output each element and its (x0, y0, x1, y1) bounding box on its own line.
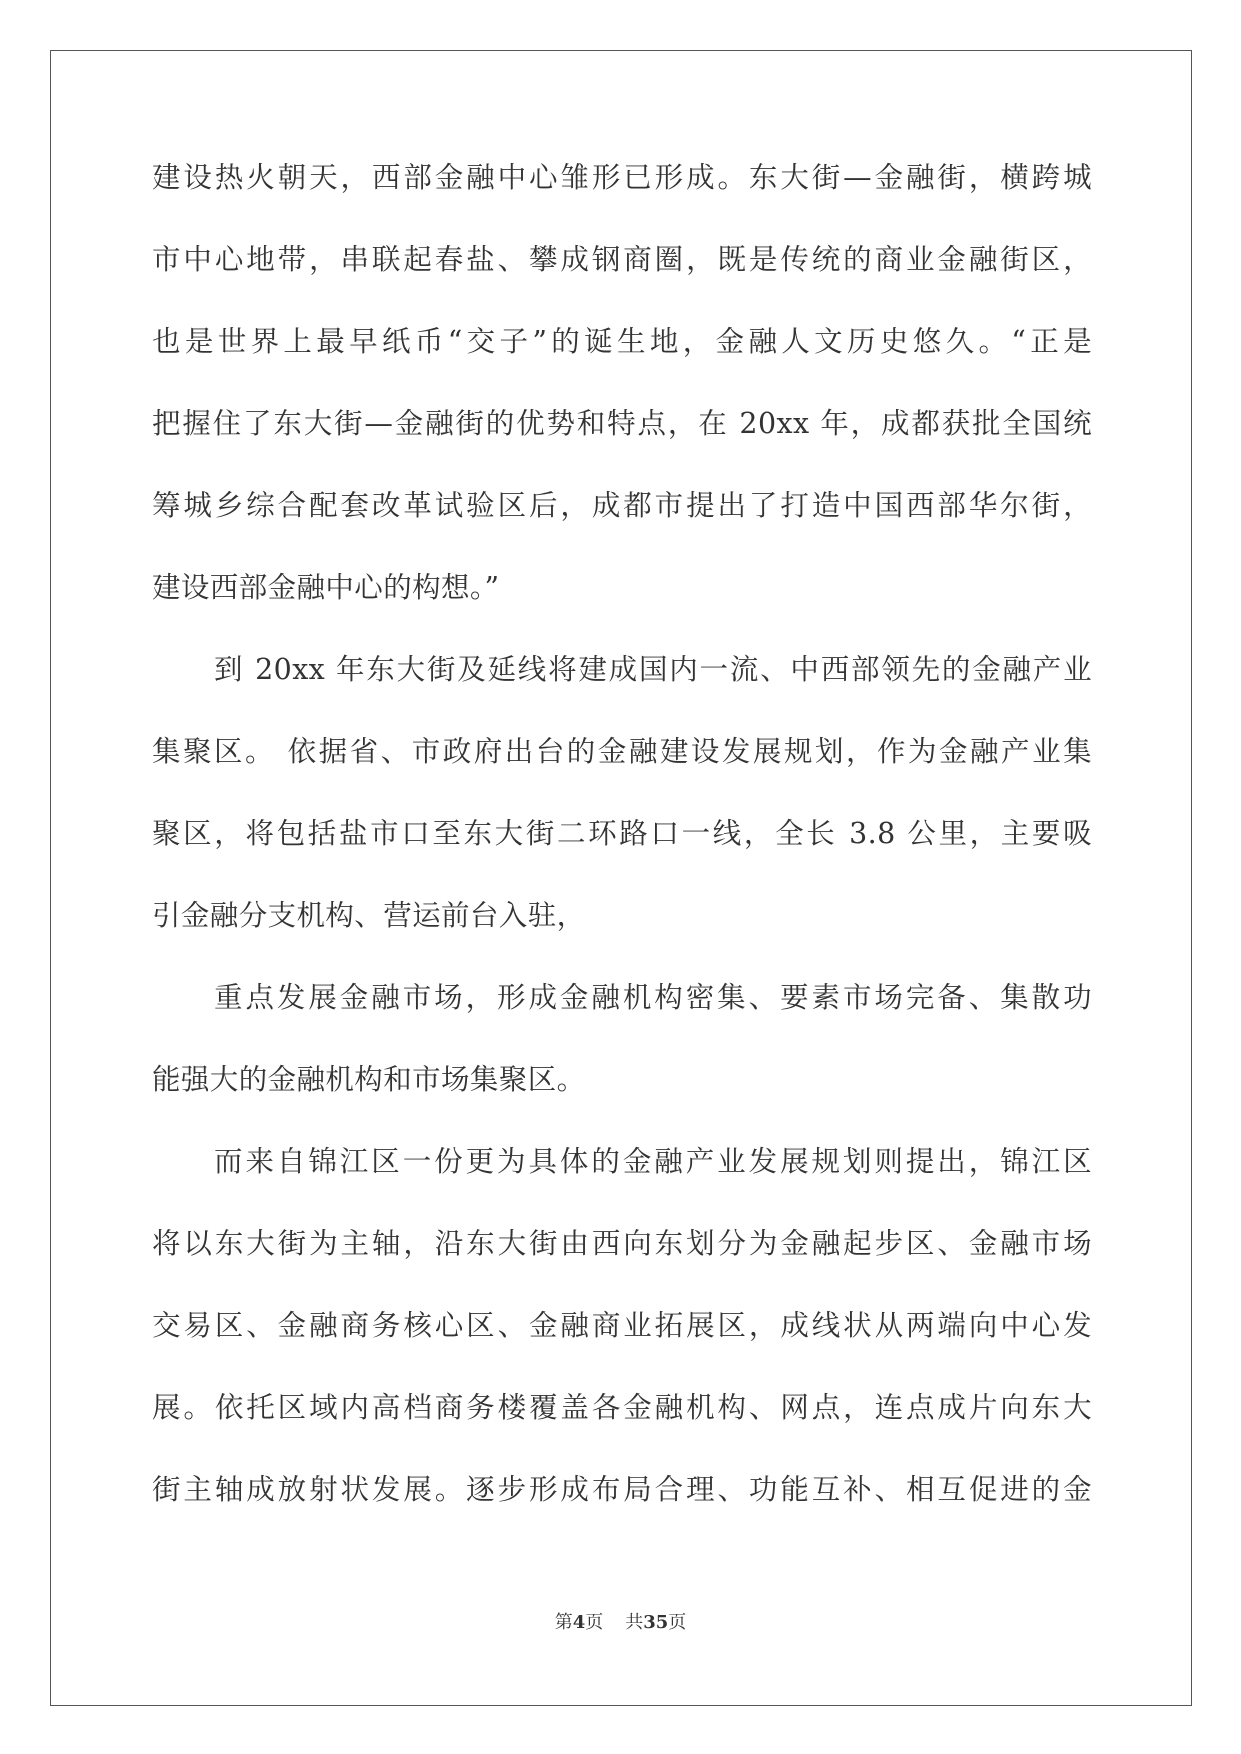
page-footer (0, 1608, 1241, 1634)
text-line: 市中心地带，串联起春盐、攀成钢商圈，既是传统的商业金融街区， (152, 243, 1092, 276)
document-body (152, 162, 1092, 1556)
text-line: 集聚区。 依据省、市政府出台的金融建设发展规划，作为金融产业集 (152, 735, 1092, 768)
text-line: 将以东大街为主轴，沿东大街由西向东划分为金融起步区、金融市场 (152, 1227, 1092, 1260)
total-suffix: 页 (668, 1612, 687, 1633)
text-line: 建设西部金融中心的构想。” (152, 571, 500, 604)
page-number: 4 (572, 1612, 586, 1633)
text-line: 筹城乡综合配套改革试验区后，成都市提出了打造中国西部华尔街， (152, 489, 1092, 522)
page-prefix: 第 (554, 1612, 573, 1633)
text-line: 街主轴成放射状发展。逐步形成布局合理、功能互补、相互促进的金 (152, 1473, 1092, 1506)
text-line: 到 20xx 年东大街及延线将建成国内一流、中西部领先的金融产业 (214, 653, 1092, 686)
text-line: 交易区、金融商务核心区、金融商业拓展区，成线状从两端向中心发 (152, 1309, 1092, 1342)
total-pages: 35 (643, 1612, 669, 1633)
text-line: 也是世界上最早纸币“交子”的诞生地，金融人文历史悠久。“正是 (152, 325, 1092, 358)
text-line: 把握住了东大街—金融街的优势和特点，在 20xx 年，成都获批全国统 (152, 407, 1092, 440)
total-prefix: 共 (625, 1612, 644, 1633)
text-line: 聚区，将包括盐市口至东大街二环路口一线，全长 3.8 公里，主要吸 (152, 817, 1092, 850)
text-line: 能强大的金融机构和市场集聚区。 (152, 1063, 586, 1096)
text-line: 而来自锦江区一份更为具体的金融产业发展规划则提出，锦江区 (214, 1145, 1092, 1178)
text-line: 展。依托区域内高档商务楼覆盖各金融机构、网点，连点成片向东大 (152, 1391, 1092, 1424)
text-line: 建设热火朝天，西部金融中心雏形已形成。东大街—金融街，横跨城 (152, 161, 1092, 194)
page-suffix: 页 (585, 1612, 604, 1633)
text-line: 重点发展金融市场，形成金融机构密集、要素市场完备、集散功 (214, 981, 1092, 1014)
text-line: 引金融分支机构、营运前台入驻， (152, 899, 586, 932)
